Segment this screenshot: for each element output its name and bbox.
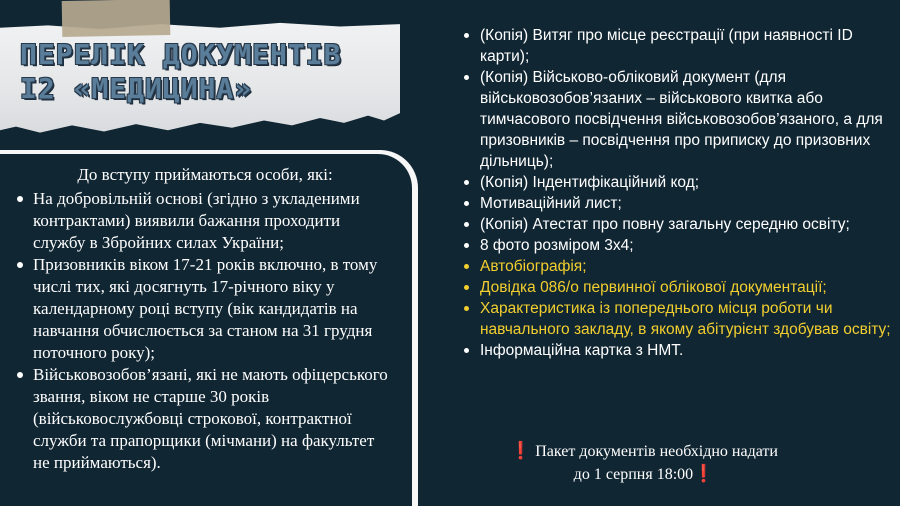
title-line-1: ПЕРЕЛІК ДОКУМЕНТІВ: [20, 38, 342, 71]
deadline-line-1: [484, 440, 804, 463]
list-item-highlighted: Характеристика із попереднього місця роботи чи навчального закладу, в якому абітурієнт здобував освіту;: [464, 298, 894, 340]
list-item: Мотиваційний лист;: [464, 193, 894, 214]
deadline-line-2: [484, 463, 804, 486]
list-item: Призовників віком 17-21 років включно, в тому числі тих, які досягнуть 17-річного віку у календарному році вступу (вік кандидатів на навчання обчислюється за станом на 31 грудня поточного року);: [16, 254, 394, 364]
deadline-note: [484, 440, 804, 486]
title-line-2: І2 «МЕДИЦИНА»: [20, 72, 253, 105]
documents-column: [464, 25, 894, 361]
deadline-text: Пакет документів необхідно надати: [535, 443, 778, 460]
list-item: (Копія) Індентифікаційний код;: [464, 172, 894, 193]
list-item: (Копія) Військово-обліковий документ (для військовозобов’язаних – військового квитка або тимчасового посвідчення військовозобов’язаного, а для призовників – посвідчення про приписку до призовних дільниць);: [464, 67, 894, 172]
list-item-highlighted: Автобіографія;: [464, 256, 894, 277]
list-item: 8 фото розміром 3х4;: [464, 235, 894, 256]
eligibility-list: [16, 188, 394, 474]
exclamation-icon: ❗: [510, 441, 532, 460]
eligibility-intro: До вступу приймаються особи, які:: [77, 165, 333, 184]
list-item: Інформаційна картка з НМТ.: [464, 340, 894, 361]
exclamation-icon: ❗: [693, 464, 715, 483]
documents-list: [464, 25, 894, 361]
list-item-highlighted: Довідка 086/о первинної облікової документації;: [464, 277, 894, 298]
deadline-date: до 1 серпня 18:00: [573, 466, 694, 483]
list-item: (Копія) Витяг про місце реєстрації (при наявності ID карти);: [464, 25, 894, 67]
list-item: Військовозобов’язані, які не мають офіцерського звання, віком не старше 30 років (військовослужбовці строкової, контрактної служби та прапорщики (мічмани) на факультет не приймаються).: [16, 364, 394, 474]
left-panel: [0, 154, 412, 506]
list-item: На добровільній основі (згідно з укладеними контрактами) виявили бажання проходити службу в Збройних силах України;: [16, 188, 394, 254]
list-item: (Копія) Атестат про повну загальну середню освіту;: [464, 214, 894, 235]
tape-strip: [62, 0, 171, 37]
page-title: [20, 38, 400, 106]
